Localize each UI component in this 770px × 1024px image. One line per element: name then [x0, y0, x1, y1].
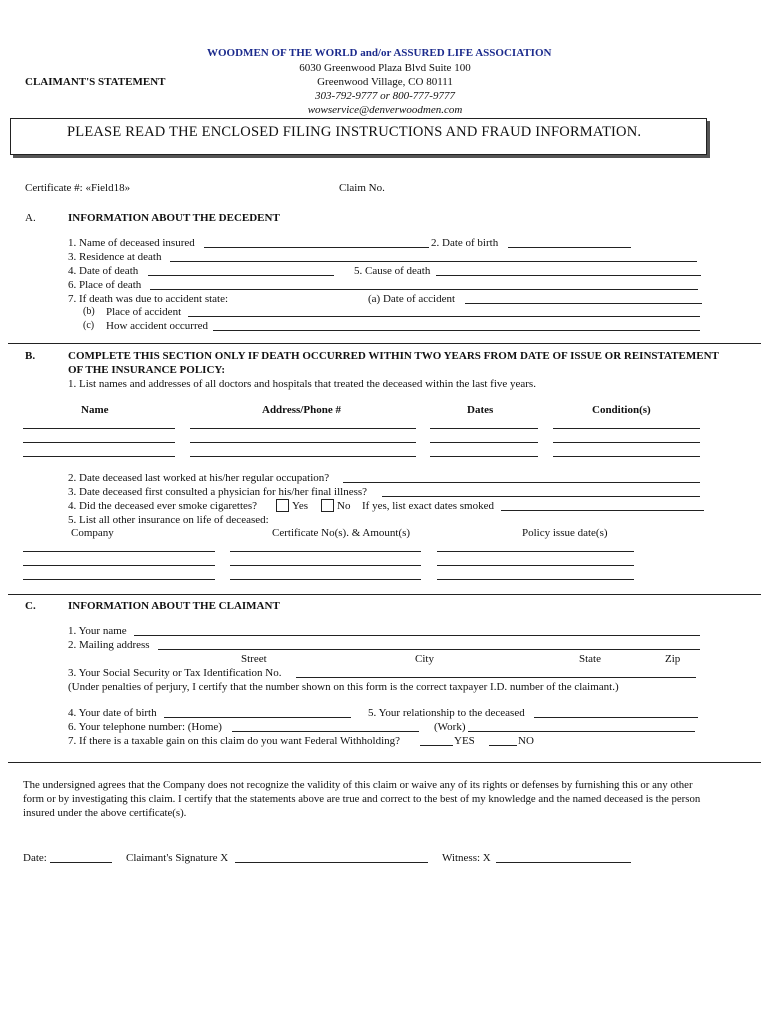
col-dates-header: Dates: [467, 404, 494, 416]
place-death-field[interactable]: [150, 289, 698, 290]
banner-text: PLEASE READ THE ENCLOSED FILING INSTRUCTIONS AND FRAUD INFORMATION.: [67, 124, 642, 140]
form-title: CLAIMANT'S STATEMENT: [25, 76, 166, 88]
doctor-condition-field[interactable]: [553, 456, 700, 457]
how-accident-letter: (c): [83, 320, 95, 331]
doctor-condition-field[interactable]: [553, 442, 700, 443]
section-divider-b: [8, 594, 761, 595]
col-name-header: Name: [81, 404, 109, 416]
section-divider-a: [8, 343, 761, 344]
smoke-question: 4. Did the deceased ever smoke cigarettes?: [68, 500, 258, 512]
agreement-line-2: form or by investigating this claim. I certify that the statements above are true and correct to the best of my knowledge and the named deceased is the person: [23, 793, 701, 805]
claimant-signature-field[interactable]: [235, 862, 428, 863]
agreement-line-1: The undersigned agrees that the Company does not recognize the validity of this claim or waive any of its rights or defenses by furnishing this or any other: [23, 779, 693, 791]
company-address-line1: 6030 Greenwood Plaza Blvd Suite 100: [299, 62, 471, 74]
your-name-label: 1. Your name: [68, 625, 127, 637]
doctor-condition-field[interactable]: [553, 428, 700, 429]
date-death-label: 4. Date of death: [68, 265, 139, 277]
residence-label: 3. Residence at death: [68, 251, 162, 263]
doctor-address-field[interactable]: [190, 456, 416, 457]
section-a-letter: A.: [25, 212, 36, 224]
ssn-field[interactable]: [296, 677, 696, 678]
col-company-header: Company: [71, 527, 114, 539]
doctor-dates-field[interactable]: [430, 442, 538, 443]
filing-instructions-banner: [10, 118, 707, 155]
place-accident-letter: (b): [83, 306, 95, 317]
doctor-address-field[interactable]: [190, 442, 416, 443]
section-b-title-line2: OF THE INSURANCE POLICY:: [68, 364, 225, 376]
accident-state-label: 7. If death was due to accident state:: [68, 293, 229, 305]
withholding-no-label: NO: [518, 735, 534, 747]
first-consulted-label: 3. Date deceased first consulted a physician for his/her final illness?: [68, 486, 368, 498]
col-issue-date-header: Policy issue date(s): [522, 527, 608, 539]
date-label: Date:: [23, 852, 47, 864]
how-accident-label: How accident occurred: [106, 320, 209, 332]
doctor-name-field[interactable]: [23, 456, 175, 457]
work-phone-label: (Work): [434, 721, 466, 733]
witness-label: Witness: X: [442, 852, 491, 864]
relationship-field[interactable]: [534, 717, 698, 718]
date-field[interactable]: [50, 862, 112, 863]
company-email: wowservice@denverwoodmen.com: [307, 104, 463, 116]
company-field[interactable]: [23, 551, 215, 552]
mailing-address-label: 2. Mailing address: [68, 639, 150, 651]
issue-date-field[interactable]: [437, 565, 634, 566]
mailing-address-field[interactable]: [158, 649, 700, 650]
witness-signature-field[interactable]: [496, 862, 631, 863]
date-accident-label: (a) Date of accident: [368, 293, 456, 305]
issue-date-field[interactable]: [437, 579, 634, 580]
home-phone-field[interactable]: [232, 731, 419, 732]
zip-caption: Zip: [665, 653, 681, 665]
dob-label: 2. Date of birth: [431, 237, 499, 249]
work-phone-field[interactable]: [468, 731, 695, 732]
claimant-dob-label: 4. Your date of birth: [68, 707, 157, 719]
certificate-label: Certificate #: «Field18»: [25, 182, 131, 194]
doctors-question: 1. List names and addresses of all doctors and hospitals that treated the deceased within the last five years.: [68, 378, 536, 390]
company-field[interactable]: [23, 565, 215, 566]
state-caption: State: [579, 653, 601, 665]
certificate-amount-field[interactable]: [230, 551, 421, 552]
dob-field[interactable]: [508, 247, 631, 248]
how-accident-field[interactable]: [213, 330, 700, 331]
section-c-letter: C.: [25, 600, 36, 612]
name-insured-label: 1. Name of deceased insured: [68, 237, 195, 249]
section-b-letter: B.: [25, 350, 36, 362]
date-death-field[interactable]: [148, 275, 334, 276]
withholding-question: 7. If there is a taxable gain on this claim do you want Federal Withholding?: [68, 735, 401, 747]
doctor-dates-field[interactable]: [430, 456, 538, 457]
smoke-yes-checkbox[interactable]: [276, 499, 289, 512]
company-field[interactable]: [23, 579, 215, 580]
col-certificate-header: Certificate No(s). & Amount(s): [272, 527, 411, 539]
cause-death-label: 5. Cause of death: [354, 265, 431, 277]
withholding-yes-label: YES: [454, 735, 475, 747]
company-name: WOODMEN OF THE WORLD and/or ASSURED LIFE ASSOCIATION: [207, 47, 552, 59]
certificate-amount-field[interactable]: [230, 579, 421, 580]
ssn-label: 3. Your Social Security or Tax Identification No.: [68, 667, 282, 679]
section-a-title: INFORMATION ABOUT THE DECEDENT: [68, 212, 280, 224]
smoked-dates-field[interactable]: [501, 510, 704, 511]
residence-field[interactable]: [170, 261, 697, 262]
col-condition-header: Condition(s): [592, 404, 651, 416]
street-caption: Street: [241, 653, 267, 665]
withholding-no-field[interactable]: [489, 745, 517, 746]
home-phone-label: 6. Your telephone number: (Home): [68, 721, 222, 733]
certificate-amount-field[interactable]: [230, 565, 421, 566]
date-accident-field[interactable]: [465, 303, 702, 304]
last-worked-field[interactable]: [343, 482, 700, 483]
smoke-no-label: No: [337, 500, 351, 512]
relationship-label: 5. Your relationship to the deceased: [368, 707, 525, 719]
place-death-label: 6. Place of death: [68, 279, 142, 291]
first-consulted-field[interactable]: [382, 496, 700, 497]
your-name-field[interactable]: [134, 635, 700, 636]
agreement-line-3: insured under the above certificate(s).: [23, 807, 187, 819]
doctor-name-field[interactable]: [23, 442, 175, 443]
company-address-line2: Greenwood Village, CO 80111: [317, 76, 453, 88]
smoked-dates-label: If yes, list exact dates smoked: [362, 500, 494, 512]
doctor-dates-field[interactable]: [430, 428, 538, 429]
section-c-title: INFORMATION ABOUT THE CLAIMANT: [68, 600, 280, 612]
company-phones: 303-792-9777 or 800-777-9777: [315, 90, 455, 102]
perjury-statement: (Under penalties of perjury, I certify that the number shown on this form is the correct taxpayer I.D. number of the claimant.): [68, 681, 619, 693]
last-worked-label: 2. Date deceased last worked at his/her regular occupation?: [68, 472, 330, 484]
withholding-yes-field[interactable]: [420, 745, 453, 746]
doctor-address-field[interactable]: [190, 428, 416, 429]
city-caption: City: [415, 653, 434, 665]
section-divider-c: [8, 762, 761, 763]
smoke-yes-label: Yes: [292, 500, 309, 512]
issue-date-field[interactable]: [437, 551, 634, 552]
section-b-title-line1: COMPLETE THIS SECTION ONLY IF DEATH OCCURRED WITHIN TWO YEARS FROM DATE OF ISSUE OR REINSTATEMENT: [68, 350, 719, 362]
place-accident-label: Place of accident: [106, 306, 182, 318]
smoke-no-checkbox[interactable]: [321, 499, 334, 512]
col-address-header: Address/Phone #: [262, 404, 341, 416]
claimant-signature-label: Claimant's Signature X: [126, 852, 229, 864]
claimant-dob-field[interactable]: [164, 717, 351, 718]
other-insurance-label: 5. List all other insurance on life of deceased:: [68, 514, 269, 526]
name-insured-field[interactable]: [204, 247, 429, 248]
claim-number-label: Claim No.: [339, 182, 385, 194]
place-accident-field[interactable]: [188, 316, 700, 317]
cause-death-field[interactable]: [436, 275, 701, 276]
doctor-name-field[interactable]: [23, 428, 175, 429]
